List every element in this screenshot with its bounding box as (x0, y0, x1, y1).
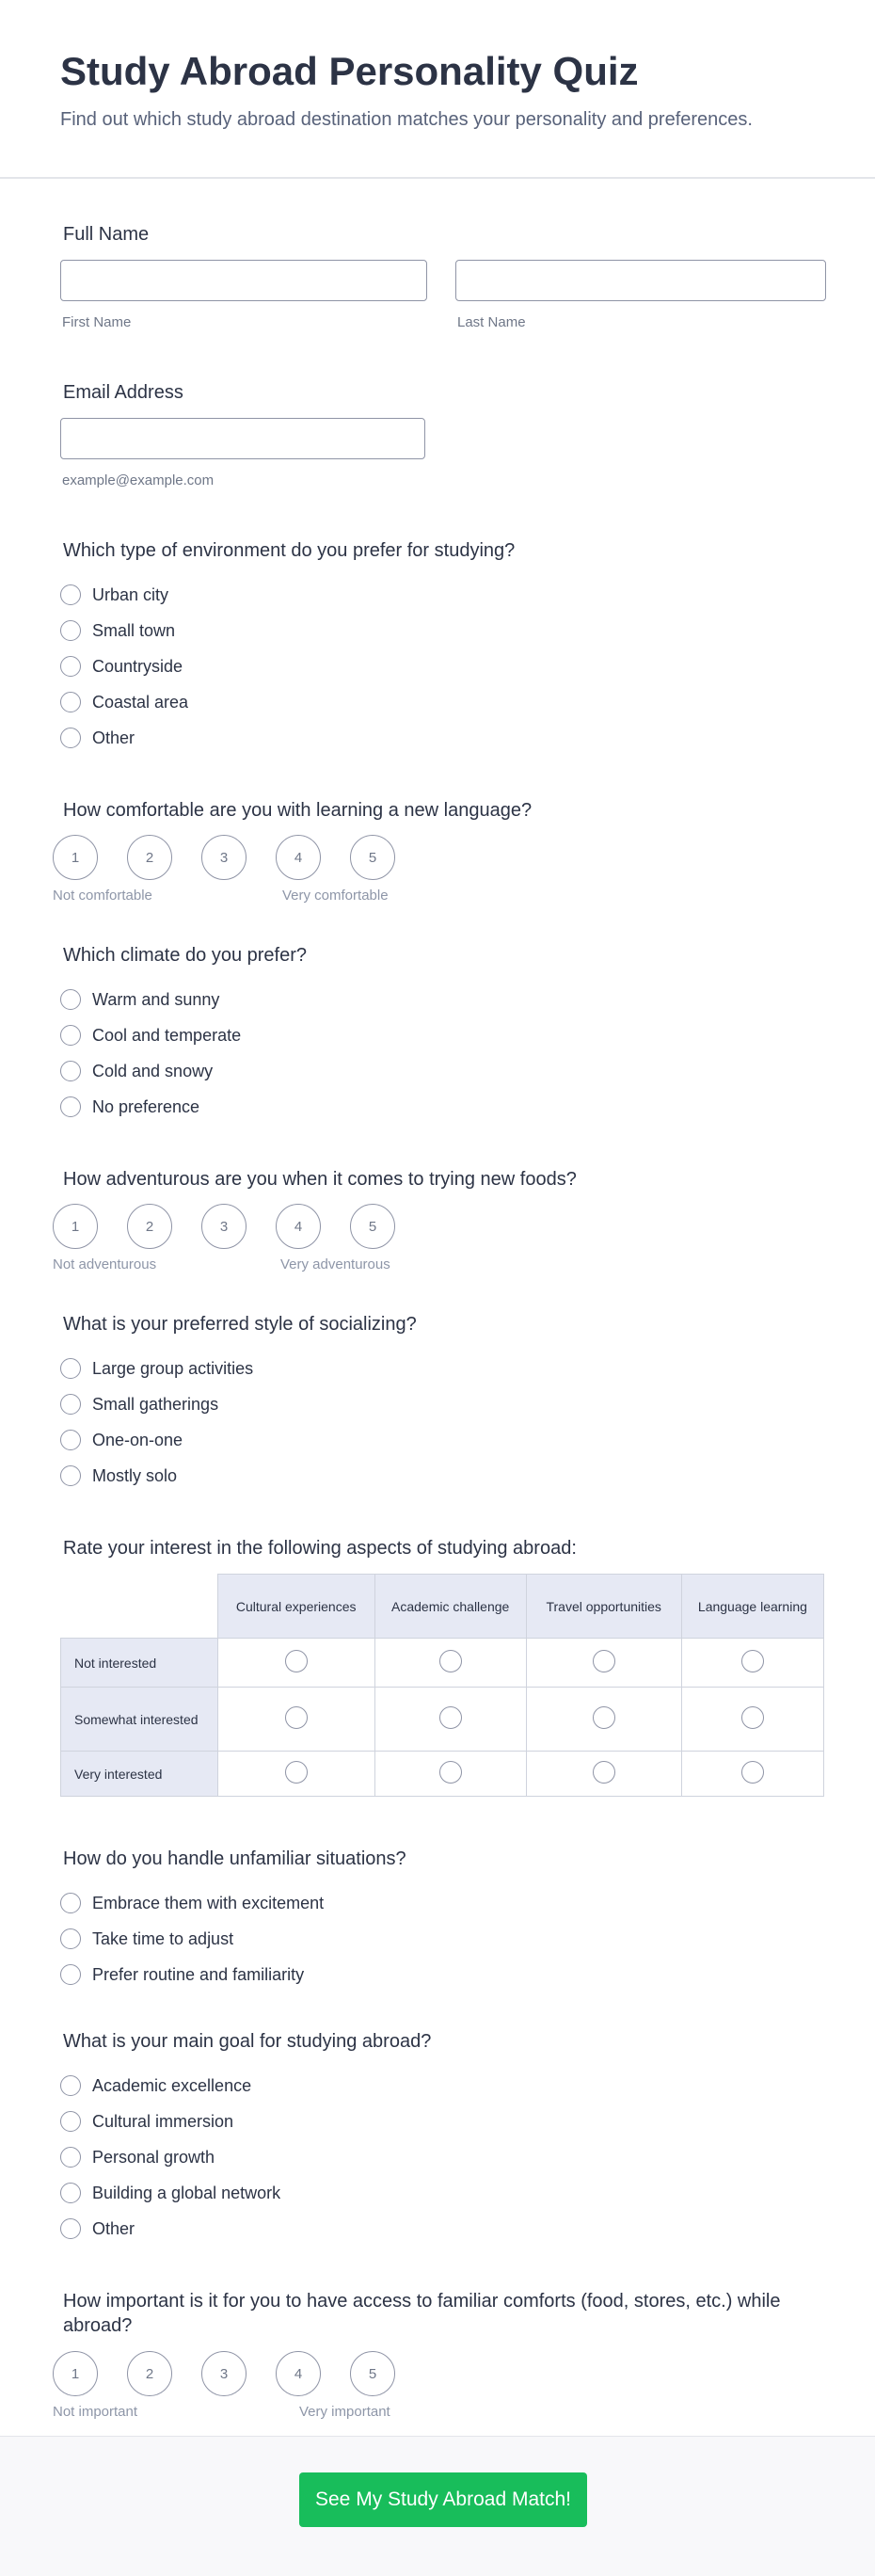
radio-circle[interactable] (60, 1964, 81, 1985)
scale-option-5[interactable]: 5 (350, 835, 395, 880)
email-field (60, 382, 826, 514)
scale-option-3[interactable]: 3 (201, 835, 247, 880)
radio-option[interactable] (60, 720, 826, 756)
radio-circle[interactable] (60, 1465, 81, 1486)
matrix-column-header: Academic challenge (374, 1575, 526, 1639)
scale-option-1[interactable]: 1 (53, 2351, 98, 2396)
scale-option-1[interactable]: 1 (53, 1204, 98, 1249)
radio-option[interactable] (60, 2211, 826, 2247)
radio-label: Large group activities (92, 1358, 254, 1378)
email-label: Email Address (63, 382, 183, 403)
radio-circle[interactable] (60, 656, 81, 677)
page-subtitle: Find out which study abroad destination matches your personality and preferences. (60, 109, 753, 130)
scale-option-1[interactable]: 1 (53, 835, 98, 880)
scale-min-label: Not important (53, 2404, 138, 2420)
language-question (53, 800, 826, 904)
matrix-corner (61, 1575, 218, 1639)
social-question (60, 1314, 826, 1494)
matrix-cell[interactable] (681, 1752, 823, 1797)
radio-option[interactable] (60, 1053, 826, 1089)
radio-circle[interactable] (60, 1394, 81, 1415)
radio-circle[interactable] (60, 2183, 81, 2203)
form-footer (0, 2436, 875, 2576)
matrix-cell[interactable] (526, 1752, 681, 1797)
radio-label: Urban city (92, 584, 169, 604)
radio-label: Coastal area (92, 692, 189, 712)
radio-circle[interactable] (60, 692, 81, 712)
radio-option[interactable] (60, 1351, 826, 1386)
last-name-sublabel: Last Name (457, 314, 526, 330)
radio-option[interactable] (60, 2175, 826, 2211)
radio-option[interactable] (60, 2139, 826, 2175)
comforts-label: How important is it for you to have access to familiar comforts (food, stores, etc.) while abroad? (63, 2291, 781, 2336)
email-input[interactable] (60, 418, 425, 459)
radio-circle[interactable] (741, 1706, 764, 1729)
radio-circle[interactable] (593, 1706, 615, 1729)
radio-label: Countryside (92, 656, 183, 676)
matrix-cell[interactable] (681, 1639, 823, 1688)
social-options (60, 1351, 826, 1494)
radio-circle[interactable] (593, 1761, 615, 1784)
goal-label: What is your main goal for studying abroad? (63, 2031, 432, 2052)
comforts-scale (53, 2351, 826, 2420)
radio-circle[interactable] (60, 989, 81, 1010)
matrix-cell[interactable] (526, 1639, 681, 1688)
matrix-cell[interactable] (526, 1688, 681, 1752)
radio-circle[interactable] (60, 1096, 81, 1117)
radio-option[interactable] (60, 577, 826, 613)
radio-circle[interactable] (60, 728, 81, 748)
radio-label: Other (92, 728, 135, 747)
radio-label: One-on-one (92, 1430, 183, 1449)
food-question (53, 1169, 826, 1272)
radio-circle[interactable] (60, 1025, 81, 1046)
unfamiliar-label: How do you handle unfamiliar situations? (63, 1848, 406, 1869)
matrix-row-header: Very interested (61, 1752, 218, 1797)
matrix-label: Rate your interest in the following aspects of studying abroad: (63, 1538, 577, 1559)
radio-circle[interactable] (60, 2218, 81, 2239)
matrix-column-header: Cultural experiences (217, 1575, 374, 1639)
radio-circle[interactable] (60, 584, 81, 605)
matrix-cell[interactable] (217, 1752, 374, 1797)
radio-label: Prefer routine and familiarity (92, 1964, 305, 1984)
radio-label: Building a global network (92, 2183, 281, 2202)
radio-circle[interactable] (439, 1706, 462, 1729)
radio-circle[interactable] (741, 1650, 764, 1672)
matrix-column-header: Travel opportunities (526, 1575, 681, 1639)
radio-circle[interactable] (593, 1650, 615, 1672)
matrix-cell[interactable] (217, 1639, 374, 1688)
interest-matrix-question (60, 1538, 826, 1801)
radio-label: Cultural immersion (92, 2111, 234, 2131)
first-name-input[interactable] (60, 260, 427, 301)
submit-button[interactable]: See My Study Abroad Match! (299, 2472, 587, 2527)
comforts-question (53, 2289, 826, 2420)
email-sublabel: example@example.com (62, 472, 215, 488)
scale-max-label: Very important (299, 2404, 390, 2420)
radio-label: Cold and snowy (92, 1061, 214, 1080)
form-header (0, 0, 875, 179)
environment-options (60, 577, 826, 756)
radio-circle[interactable] (439, 1650, 462, 1672)
climate-question (60, 945, 826, 1125)
radio-label: Mostly solo (92, 1465, 178, 1485)
matrix-cell[interactable] (681, 1688, 823, 1752)
scale-min-label: Not adventurous (53, 1256, 157, 1272)
radio-option[interactable] (60, 1386, 826, 1422)
scale-option-4[interactable]: 4 (276, 835, 321, 880)
radio-label: Other (92, 2218, 135, 2238)
environment-label: Which type of environment do you prefer for studying? (63, 540, 516, 561)
scale-option-4[interactable]: 4 (276, 2351, 321, 2396)
radio-option[interactable] (60, 613, 826, 648)
radio-option[interactable] (60, 982, 826, 1017)
radio-circle[interactable] (741, 1761, 764, 1784)
interest-matrix (60, 1574, 824, 1797)
radio-option[interactable] (60, 1089, 826, 1125)
radio-label: Academic excellence (92, 2075, 252, 2095)
radio-option[interactable] (60, 1017, 826, 1053)
language-label: How comfortable are you with learning a new language? (63, 800, 533, 821)
food-scale (53, 1204, 826, 1270)
radio-label: Personal growth (92, 2147, 215, 2167)
scale-option-5[interactable]: 5 (350, 1204, 395, 1249)
radio-option[interactable] (60, 1921, 826, 1957)
radio-circle[interactable] (285, 1706, 308, 1729)
scale-option-2[interactable]: 2 (127, 2351, 172, 2396)
matrix-column-header: Language learning (681, 1575, 823, 1639)
scale-max-label: Very comfortable (282, 888, 389, 904)
radio-label: Small gatherings (92, 1394, 219, 1414)
radio-circle[interactable] (60, 2075, 81, 2096)
radio-circle[interactable] (60, 1358, 81, 1379)
language-scale (53, 835, 826, 904)
full-name-label: Full Name (63, 224, 150, 245)
last-name-input[interactable] (455, 260, 826, 301)
radio-circle[interactable] (285, 1761, 308, 1784)
radio-label: Take time to adjust (92, 1928, 234, 1948)
page-title: Study Abroad Personality Quiz (60, 49, 639, 93)
radio-label: Embrace them with excitement (92, 1893, 325, 1912)
radio-option[interactable] (60, 1422, 826, 1458)
scale-option-3[interactable]: 3 (201, 2351, 247, 2396)
radio-circle[interactable] (60, 1061, 81, 1081)
radio-circle[interactable] (439, 1761, 462, 1784)
radio-option[interactable] (60, 1885, 826, 1921)
scale-option-2[interactable]: 2 (127, 1204, 172, 1249)
environment-question (60, 540, 826, 756)
radio-option[interactable] (60, 2104, 826, 2139)
scale-option-3[interactable]: 3 (201, 1204, 247, 1249)
matrix-cell[interactable] (217, 1688, 374, 1752)
matrix-cell[interactable] (374, 1639, 526, 1688)
radio-option[interactable] (60, 648, 826, 684)
climate-options (60, 982, 826, 1125)
radio-circle[interactable] (60, 1430, 81, 1450)
radio-circle[interactable] (60, 1928, 81, 1949)
food-label: How adventurous are you when it comes to trying new foods? (63, 1169, 577, 1190)
matrix-cell[interactable] (374, 1752, 526, 1797)
radio-option[interactable] (60, 2068, 826, 2104)
radio-circle[interactable] (60, 1893, 81, 1913)
radio-label: No preference (92, 1096, 200, 1116)
radio-circle[interactable] (60, 2111, 81, 2132)
matrix-cell[interactable] (374, 1688, 526, 1752)
matrix-row-header: Not interested (61, 1639, 218, 1688)
radio-circle[interactable] (60, 2147, 81, 2168)
radio-option[interactable] (60, 1957, 826, 1992)
first-name-sublabel: First Name (62, 314, 132, 330)
scale-min-label: Not comfortable (53, 888, 152, 904)
social-label: What is your preferred style of socializing? (63, 1314, 417, 1335)
scale-max-label: Very adventurous (280, 1256, 390, 1272)
radio-circle[interactable] (60, 620, 81, 641)
full-name-field (60, 224, 826, 356)
radio-circle[interactable] (285, 1650, 308, 1672)
quiz-form (0, 179, 875, 2438)
matrix-row-header: Somewhat interested (61, 1688, 218, 1752)
unfamiliar-options (60, 1885, 826, 1992)
climate-label: Which climate do you prefer? (63, 945, 308, 966)
radio-option[interactable] (60, 1458, 826, 1494)
radio-label: Small town (92, 620, 176, 640)
goal-options (60, 2068, 826, 2247)
scale-option-4[interactable]: 4 (276, 1204, 321, 1249)
scale-option-2[interactable]: 2 (127, 835, 172, 880)
radio-option[interactable] (60, 684, 826, 720)
scale-option-5[interactable]: 5 (350, 2351, 395, 2396)
radio-label: Cool and temperate (92, 1025, 242, 1045)
unfamiliar-question (60, 1848, 826, 1992)
goal-question (60, 2031, 826, 2247)
radio-label: Warm and sunny (92, 989, 220, 1009)
